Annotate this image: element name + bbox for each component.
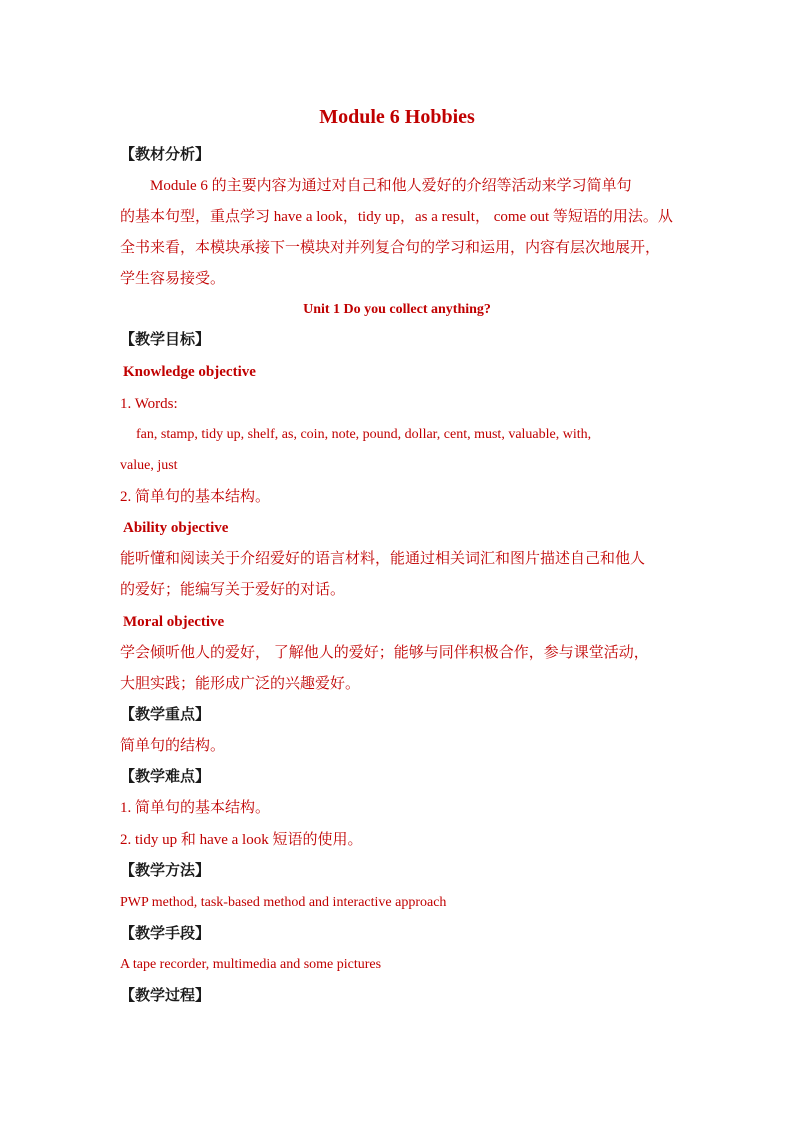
knowledge-objective-heading: Knowledge objective [123, 364, 256, 380]
analysis-line: 全书来看，本模块承接下一模块对并列复合句的学习和运用，内容有层次地展开， [120, 240, 661, 256]
knowledge-item-2: 2. 简单句的基本结构。 [120, 489, 271, 505]
words-list-line: fan, stamp, tidy up, shelf, as, coin, note, pound, dollar, cent, must, valuable, with, [136, 427, 592, 442]
section-heading-difficulties: 【教学难点】 [120, 769, 211, 785]
analysis-line: 学生容易接受。 [120, 271, 226, 287]
section-heading-methods: 【教学方法】 [120, 863, 211, 879]
unit-title: Unit 1 Do you collect anything? [303, 302, 491, 317]
ability-line: 的爱好；能编写关于爱好的对话。 [120, 582, 346, 598]
section-heading-objectives: 【教学目标】 [120, 332, 211, 348]
section-heading-process: 【教学过程】 [120, 988, 211, 1004]
analysis-line: Module 6 的主要内容为通过对自己和他人爱好的介绍等活动来学习简单句 [150, 178, 632, 194]
methods-text: PWP method, task-based method and interactive approach [120, 895, 447, 910]
moral-line: 大胆实践；能形成广泛的兴趣爱好。 [120, 676, 361, 692]
difficulty-item: 2. tidy up 和 have a look 短语的使用。 [120, 832, 363, 848]
words-label: 1. Words: [120, 396, 178, 412]
key-points-text: 简单句的结构。 [120, 738, 226, 754]
moral-line: 学会倾听他人的爱好， 了解他人的爱好；能够与同伴积极合作，参与课堂活动， [120, 645, 649, 661]
words-list-line: value, just [120, 458, 178, 473]
section-heading-textbook-analysis: 【教材分析】 [120, 147, 211, 163]
ability-objective-heading: Ability objective [123, 520, 229, 536]
means-text: A tape recorder, multimedia and some pictures [120, 957, 382, 972]
page-title: Module 6 Hobbies [319, 106, 475, 128]
section-heading-means: 【教学手段】 [120, 926, 211, 942]
ability-line: 能听懂和阅读关于介绍爱好的语言材料，能通过相关词汇和图片描述自己和他人 [120, 551, 646, 567]
analysis-line: 的基本句型，重点学习 have a look，tidy up，as a result， come out 等短语的用法。从 [120, 209, 673, 225]
section-heading-key-points: 【教学重点】 [120, 707, 211, 723]
difficulty-item: 1. 简单句的基本结构。 [120, 800, 271, 816]
moral-objective-heading: Moral objective [123, 614, 225, 630]
